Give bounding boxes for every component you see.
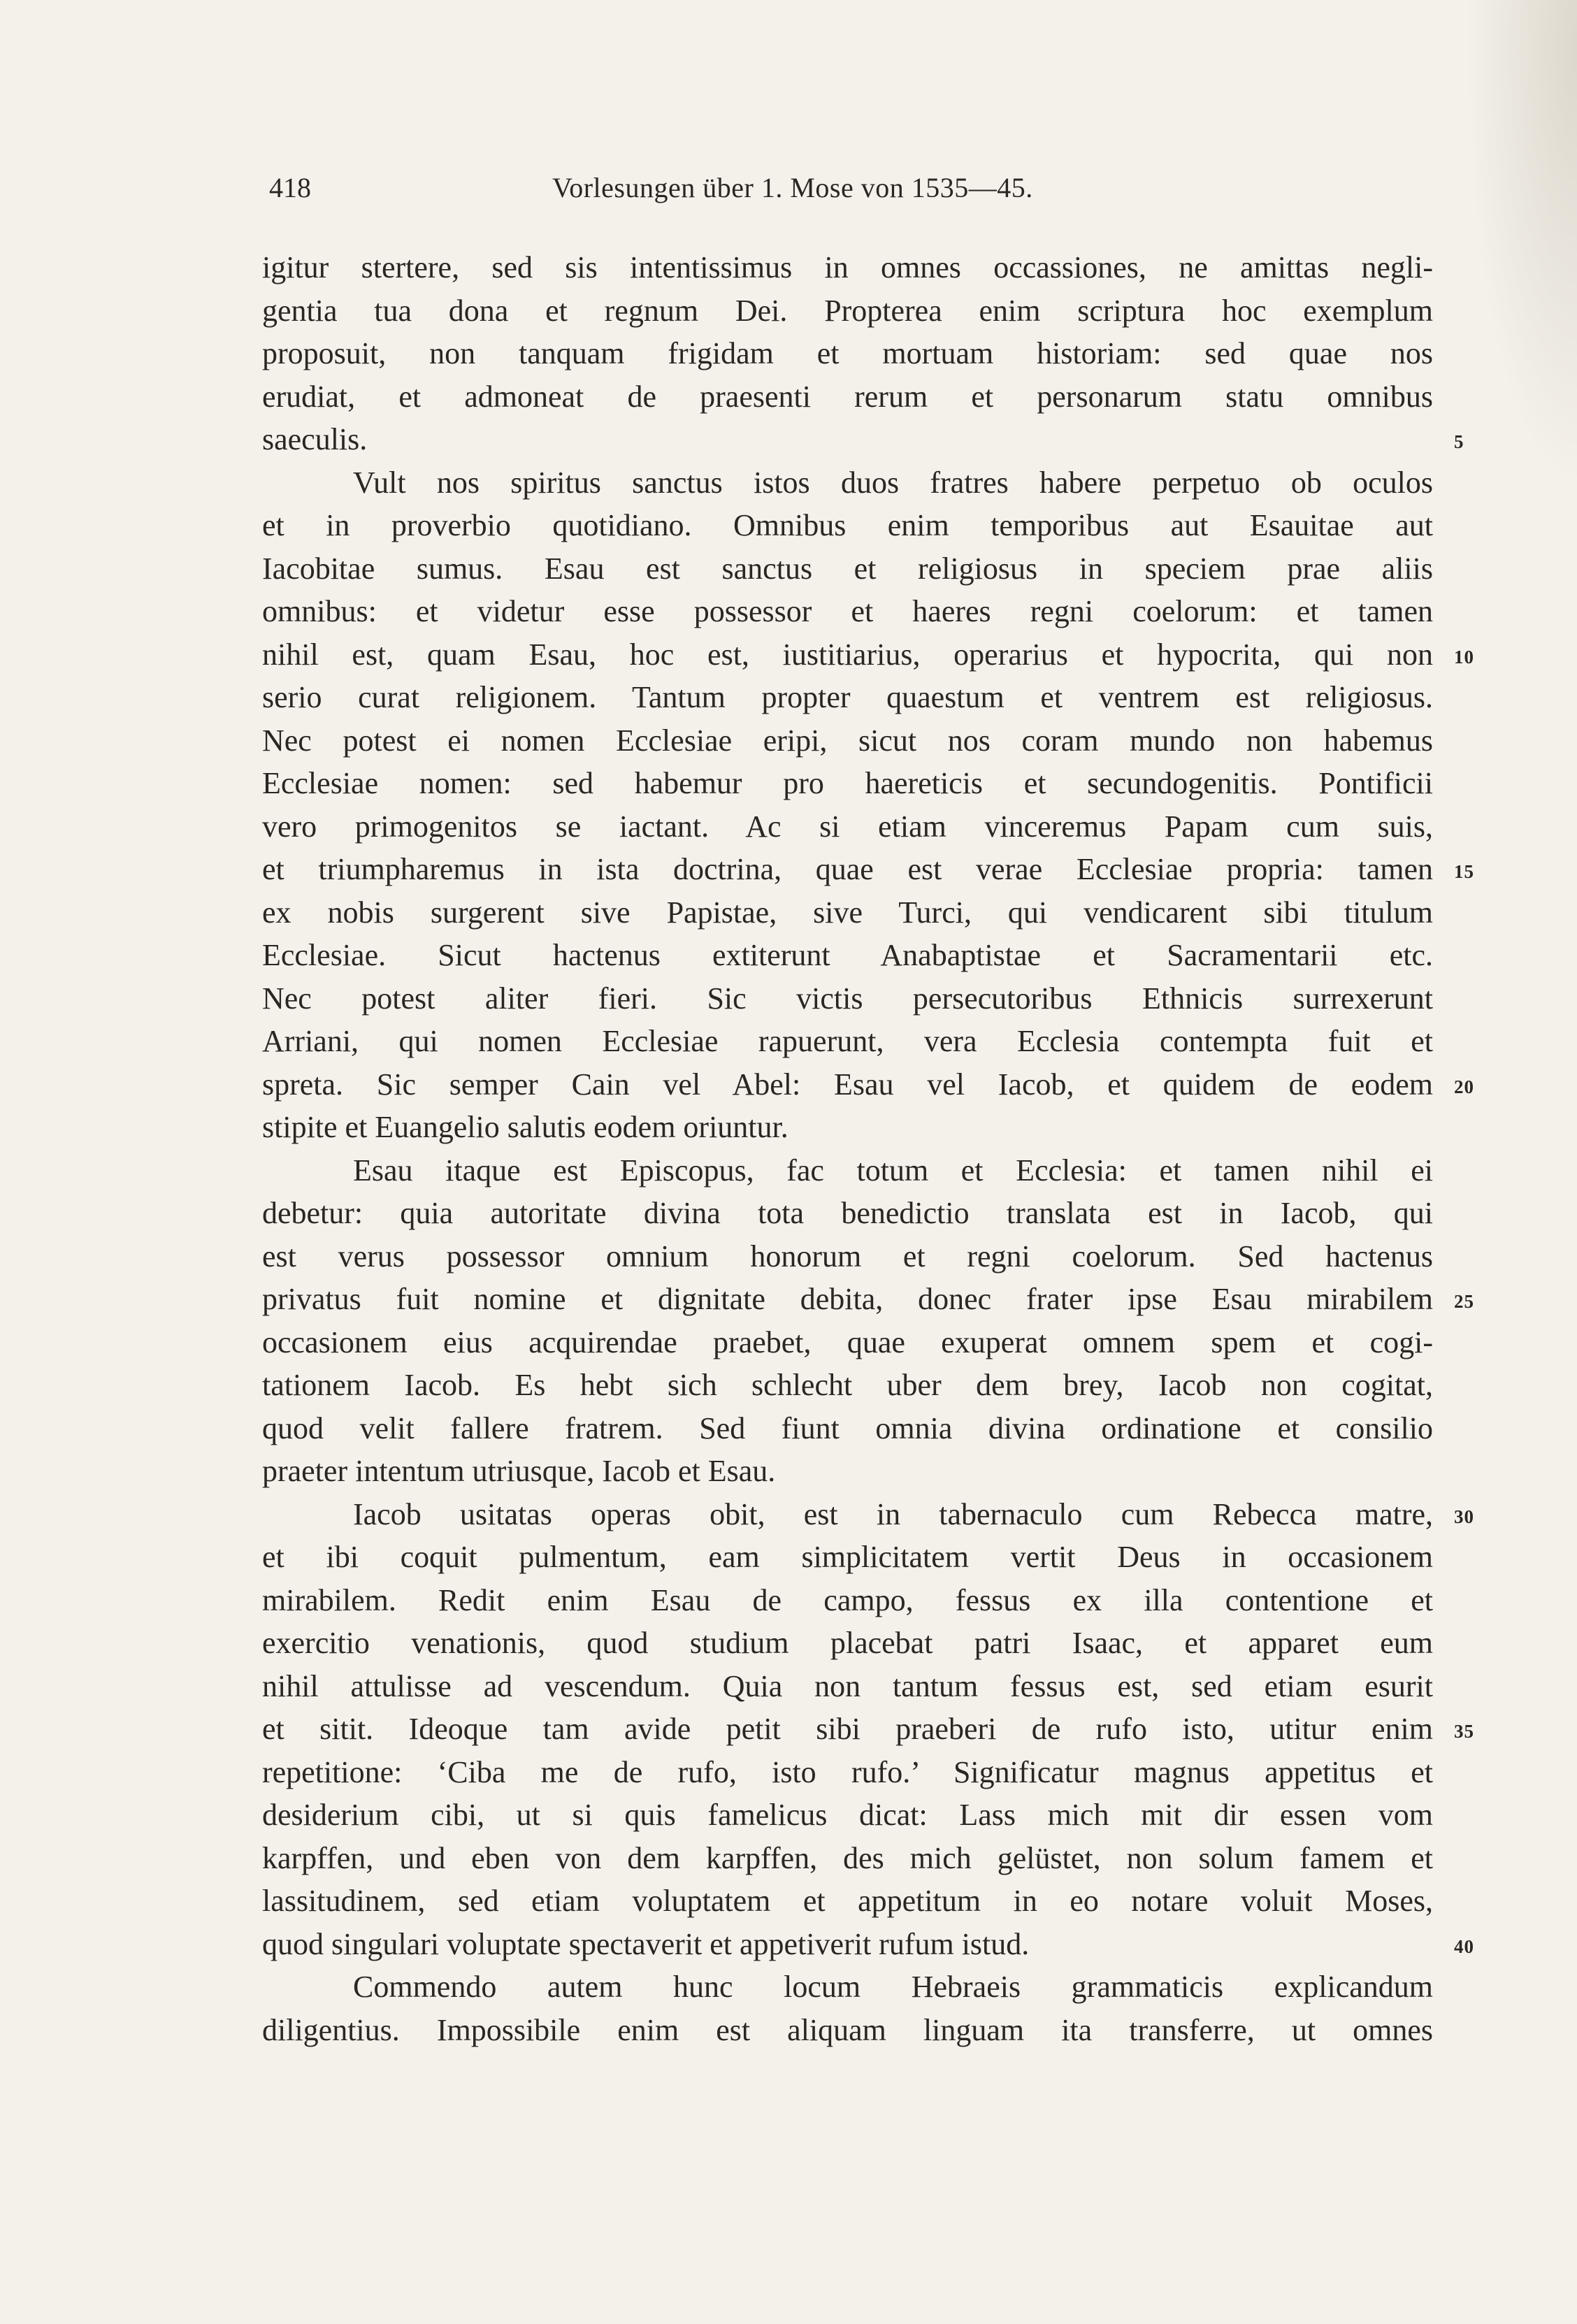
page-edge-shading [1465,0,1577,489]
line-number: 40 [1454,1935,1474,1957]
text-line-content: igitur stertere, sed sis intentissimus in omnes occassiones, ne amittas negli- [262,250,1433,284]
text-line-content: occasionem eius acquirendae praebet, quae exuperat omnem spem et cogi- [262,1325,1433,1359]
text-line [262,1407,1433,1450]
running-title: Vorlesungen über 1. Mose von 1535—45. [552,172,1033,203]
text-line [262,375,1433,419]
text-line-content: Esau itaque est Episcopus, fac totum et Ecclesia: et tamen nihil ei [353,1153,1433,1188]
text-line [262,1063,1474,1106]
text-line [262,1020,1433,1063]
text-line [262,461,1433,505]
line-number: 10 [1454,646,1474,667]
text-line [262,1793,1433,1837]
text-line-content: stipite et Euangelio salutis eodem oriuntur. [262,1110,788,1144]
text-line-content: est verus possessor omnium honorum et regni coelorum. Sed hactenus [262,1239,1433,1273]
text-line-content: Nec potest aliter fieri. Sic victis persecutoribus Ethnicis surrexerunt [262,981,1433,1016]
text-line [262,1923,1474,1966]
line-number: 30 [1454,1506,1474,1527]
text-line-content: Commendo autem hunc locum Hebraeis grammaticis explicandum [353,1970,1433,2004]
text-line [262,1751,1433,1794]
text-line [262,805,1433,849]
text-line [262,289,1433,333]
text-line [262,1536,1433,1579]
text-line-content: serio curat religionem. Tantum propter quaestum et ventrem est religiosus. [262,680,1433,714]
text-line-content: et triumpharemus in ista doctrina, quae est verae Ecclesiae propria: tamen [262,852,1433,886]
text-line-content: et sitit. Ideoque tam avide petit sibi praeberi de rufo isto, utitur enim [262,1712,1433,1746]
text-line-content: debetur: quia autoritate divina tota benedictio translata est in Iacob, qui [262,1196,1433,1230]
text-line-content: Ecclesiae nomen: sed habemur pro haereticis et secundogenitis. Pontificii [262,766,1433,800]
text-line-content: ex nobis surgerent sive Papistae, sive Turci, qui vendicarent sibi titulum [262,895,1433,930]
text-line [262,977,1433,1020]
text-line [262,1364,1433,1407]
text-line-content: Ecclesiae. Sicut hactenus extiterunt Anabaptistae et Sacramentarii etc. [262,938,1433,972]
text-line [262,762,1433,805]
text-line-content: gentia tua dona et regnum Dei. Propterea enim scriptura hoc exemplum [262,293,1433,328]
text-line-content: saeculis. [262,422,368,456]
running-header [269,171,1433,213]
text-line [262,246,1433,289]
line-number: 15 [1454,861,1474,882]
text-line [262,1665,1433,1708]
text-line [262,1708,1474,1751]
text-line-content: lassitudinem, sed etiam voluptatem et appetitum in eo notare voluit Moses, [262,1884,1433,1918]
text-line [262,1493,1474,1536]
text-line [262,504,1433,547]
text-line [262,1278,1474,1321]
text-line-content: tationem Iacob. Es hebt sich schlecht uber dem brey, Iacob non cogitat, [262,1368,1433,1402]
text-line-content: privatus fuit nomine et dignitate debita, donec frater ipse Esau mirabilem [262,1282,1433,1316]
text-line [262,590,1433,633]
text-line [262,1837,1433,1880]
text-line-content: desiderium cibi, ut si quis famelicus dicat: Lass mich mit dir essen vom [262,1798,1433,1832]
text-line-content: Vult nos spiritus sanctus istos duos fratres habere perpetuo ob oculos [353,465,1433,500]
line-number: 35 [1454,1721,1474,1742]
text-line [262,934,1433,977]
text-line-content: Nec potest ei nomen Ecclesiae eripi, sicut nos coram mundo non habemus [262,723,1433,758]
text-line [262,2009,1433,2052]
text-line [262,1965,1433,2009]
text-line [262,719,1433,763]
text-line-content: repetitione: ‘Ciba me de rufo, isto rufo.’ Significatur magnus appetitus et [262,1754,1433,1789]
text-line-content: karpffen, und eben von dem karpffen, des mich gelüstet, non solum famem et [262,1840,1433,1875]
text-line [262,676,1433,719]
text-line-content: erudiat, et admoneat de praesenti rerum et personarum statu omnibus [262,379,1433,414]
text-line [262,891,1433,934]
line-number: 20 [1454,1076,1474,1097]
text-line-content: proposuit, non tanquam frigidam et mortuam historiam: sed quae nos [262,336,1433,370]
text-line-content: nihil attulisse ad vescendum. Quia non tantum fessus est, sed etiam esurit [262,1668,1433,1703]
text-line-content: quod velit fallere fratrem. Sed fiunt omnia divina ordinatione et consilio [262,1410,1433,1445]
text-line [262,1106,1433,1149]
text-line [262,418,1464,461]
text-line [262,1192,1433,1235]
line-number: 5 [1454,431,1464,452]
text-line-content: vero primogenitos se iactant. Ac si etiam vinceremus Papam cum suis, [262,809,1433,844]
text-line-content: spreta. Sic semper Cain vel Abel: Esau vel Iacob, et quidem de eodem [262,1067,1433,1102]
text-line-content: et in proverbio quotidiano. Omnibus enim temporibus aut Esauitae aut [262,508,1433,542]
text-line [262,848,1474,891]
text-line [262,547,1433,591]
text-line-content: praeter intentum utriusque, Iacob et Esau. [262,1454,776,1488]
text-line-content: Iacobitae sumus. Esau est sanctus et religiosus in speciem prae aliis [262,551,1433,586]
text-line-content: quod singulari voluptate spectaverit et appetiverit rufum istud. [262,1926,1030,1961]
text-line-content: et ibi coquit pulmentum, eam simplicitatem vertit Deus in occasionem [262,1540,1433,1574]
line-number: 25 [1454,1291,1474,1312]
text-line [262,1235,1433,1278]
text-line [262,1622,1433,1665]
text-line-content: diligentius. Impossibile enim est aliquam linguam ita transferre, ut omnes [262,2012,1433,2047]
text-line [262,1450,1433,1493]
text-line-content: exercitio venationis, quod studium placebat patri Isaac, et apparet eum [262,1626,1433,1660]
text-line [262,633,1474,677]
text-line-content: Iacob usitatas operas obit, est in tabernaculo cum Rebecca matre, [353,1496,1433,1531]
text-line-content: omnibus: et videtur esse possessor et haeres regni coelorum: et tamen [262,594,1433,628]
text-line [262,1149,1433,1192]
text-line-content: mirabilem. Redit enim Esau de campo, fessus ex illa contentione et [262,1582,1433,1617]
page-number: 418 [269,172,311,203]
text-line [262,332,1433,375]
text-line-content: nihil est, quam Esau, hoc est, iustitiarius, operarius et hypocrita, qui non [262,637,1433,672]
text-line [262,1321,1433,1364]
text-line [262,1879,1433,1923]
body-text [262,246,1474,2051]
text-line-content: Arriani, qui nomen Ecclesiae rapuerunt, vera Ecclesia contempta fuit et [262,1024,1433,1058]
text-line [262,1579,1433,1622]
